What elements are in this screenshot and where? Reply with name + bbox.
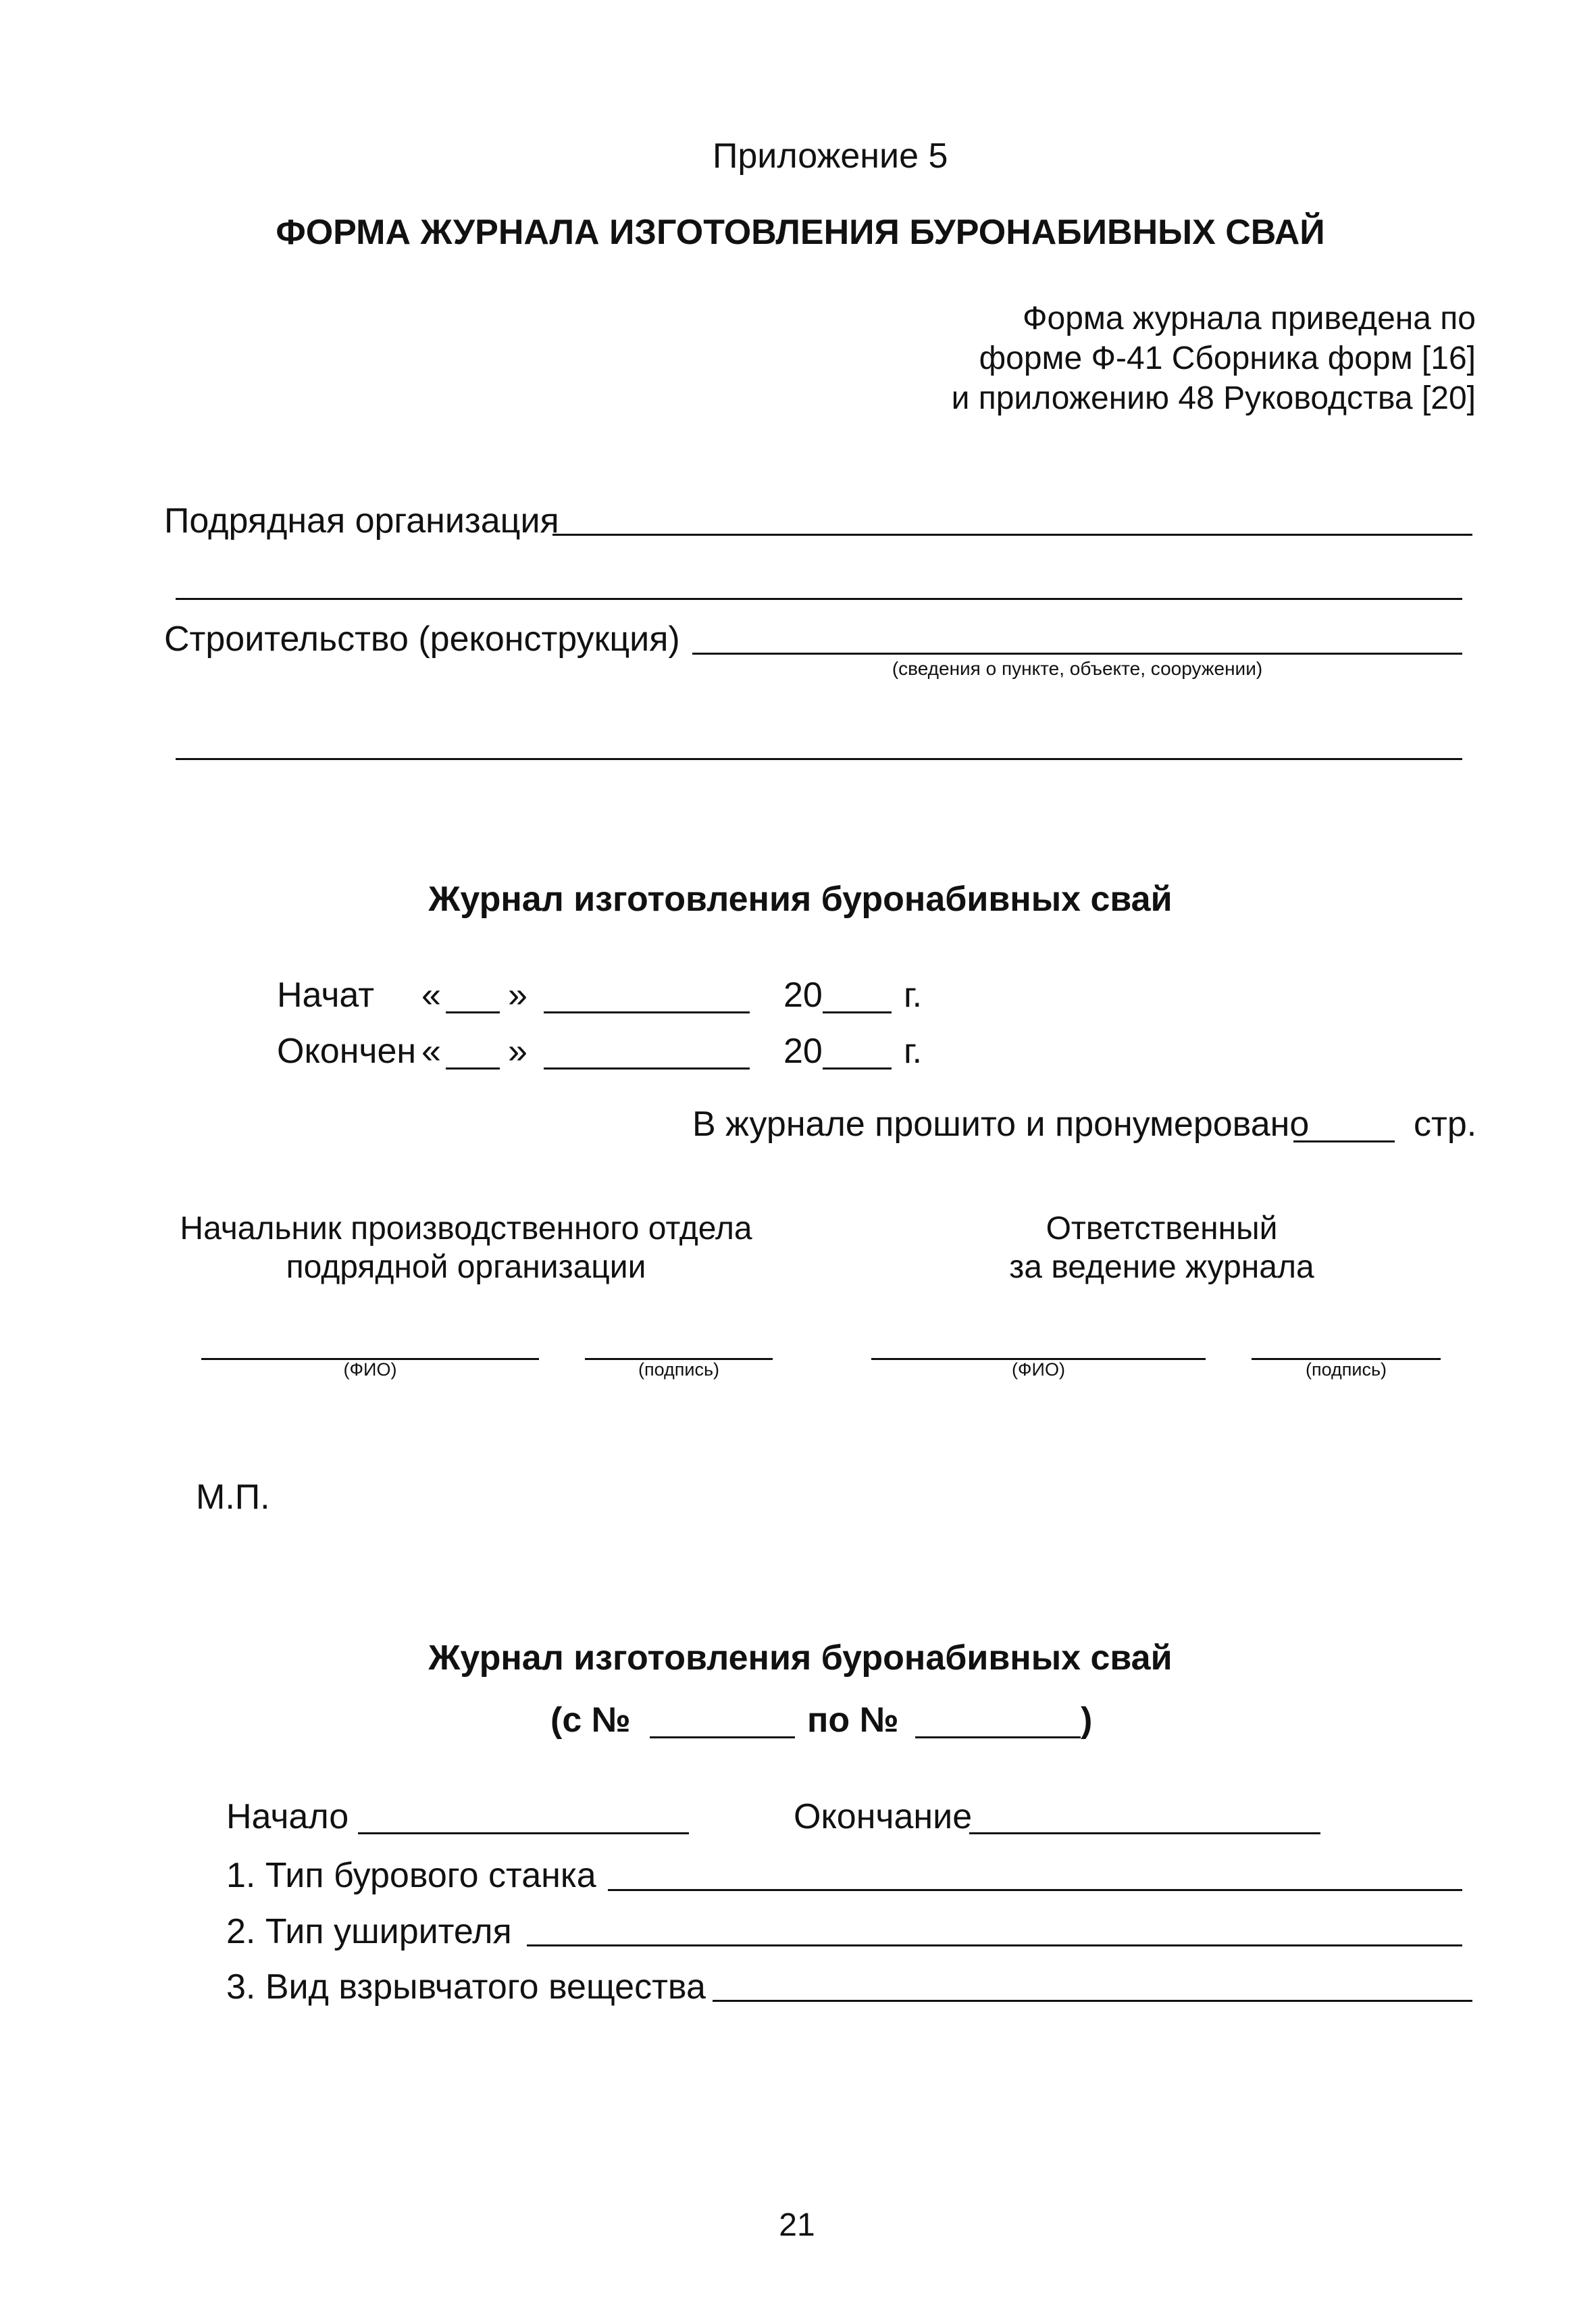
signer-left-line-2: подрядной организации	[286, 1249, 646, 1285]
item-expander-line[interactable]	[527, 1944, 1462, 1946]
finished-year-suffix: г.	[904, 1032, 923, 1071]
item-expander: 2. Тип уширителя	[226, 1912, 512, 1951]
range-close: )	[1081, 1701, 1093, 1740]
page-number: 21	[779, 2207, 815, 2243]
pages-unit: стр.	[1414, 1105, 1477, 1144]
journal-title-2: Журнал изготовления буронабивных свай	[428, 1638, 1173, 1678]
finished-month-line[interactable]	[544, 1067, 750, 1070]
appendix-label: Приложение 5	[713, 136, 948, 176]
signer-right-fio-caption: (ФИО)	[1012, 1359, 1065, 1380]
end-label: Окончание	[794, 1797, 973, 1836]
org-field-line-2[interactable]	[176, 598, 1462, 600]
item-drill-rig: 1. Тип бурового станка	[226, 1856, 596, 1895]
range-mid: по №	[807, 1701, 899, 1740]
stamp-label: М.П.	[196, 1478, 270, 1517]
construction-field-line-2[interactable]	[176, 758, 1462, 760]
org-field-line[interactable]	[552, 534, 1472, 536]
signer-left-fio-caption: (ФИО)	[343, 1359, 397, 1380]
signer-left-line-1: Начальник производственного отдела	[180, 1211, 752, 1247]
started-quote-close: »	[508, 976, 527, 1015]
range-from-line[interactable]	[650, 1736, 795, 1738]
finished-year-prefix: 20	[783, 1032, 823, 1071]
finished-quote-close: »	[508, 1032, 527, 1071]
range-open: (с №	[550, 1701, 631, 1740]
started-day-line[interactable]	[446, 1011, 500, 1013]
journal-title: Журнал изготовления буронабивных свай	[428, 880, 1173, 919]
finished-label: Окончен	[277, 1032, 417, 1071]
started-label: Начат	[277, 976, 375, 1015]
start-label: Начало	[226, 1797, 349, 1836]
construction-label: Строительство (реконструкция)	[164, 620, 680, 659]
started-year-prefix: 20	[783, 976, 823, 1015]
construction-field-line[interactable]	[692, 653, 1462, 655]
started-quote-open: «	[421, 976, 441, 1015]
started-year-line[interactable]	[823, 1011, 892, 1013]
signer-left-sign-caption: (подпись)	[638, 1359, 720, 1380]
item-drill-rig-line[interactable]	[608, 1889, 1462, 1891]
note-line-1: Форма журнала приведена по	[1023, 301, 1476, 336]
main-title: ФОРМА ЖУРНАЛА ИЗГОТОВЛЕНИЯ БУРОНАБИВНЫХ СВАЙ	[276, 213, 1325, 252]
finished-day-line[interactable]	[446, 1067, 500, 1070]
pages-text: В журнале прошито и пронумеровано	[692, 1105, 1310, 1144]
note-line-2: форме Ф-41 Сборника форм [16]	[979, 341, 1476, 376]
started-month-line[interactable]	[544, 1011, 750, 1013]
org-label: Подрядная организация	[164, 501, 559, 540]
construction-hint: (сведения о пункте, объекте, сооружении)	[892, 658, 1263, 679]
start-field-line[interactable]	[358, 1832, 689, 1834]
finished-quote-open: «	[421, 1032, 441, 1071]
range-to-line[interactable]	[915, 1736, 1081, 1738]
signer-right-line-2: за ведение журнала	[1009, 1249, 1314, 1285]
end-field-line[interactable]	[969, 1832, 1320, 1834]
item-explosive: 3. Вид взрывчатого вещества	[226, 1967, 706, 2007]
note-line-3: и приложению 48 Руководства [20]	[951, 380, 1476, 416]
signer-right-sign-caption: (подпись)	[1305, 1359, 1387, 1380]
item-explosive-line[interactable]	[713, 2000, 1472, 2002]
signer-right-line-1: Ответственный	[1046, 1211, 1278, 1247]
started-year-suffix: г.	[904, 976, 923, 1015]
pages-count-line[interactable]	[1293, 1140, 1395, 1142]
finished-year-line[interactable]	[823, 1067, 892, 1070]
